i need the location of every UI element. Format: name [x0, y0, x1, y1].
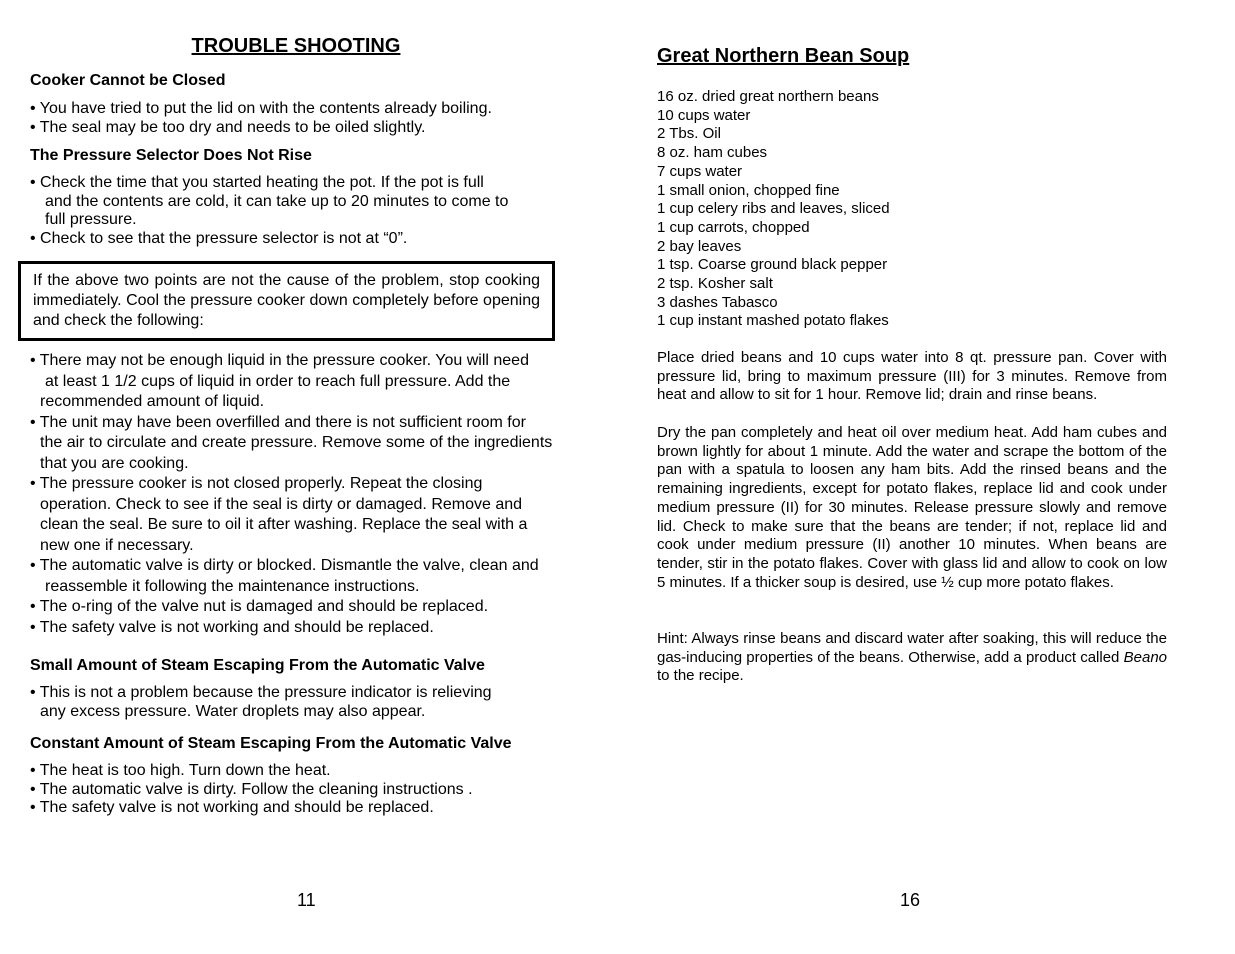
list-item-line: reassemble it following the maintenance instructions. [45, 577, 420, 595]
list-item: • Check to see that the pressure selector is not at “0”. [30, 230, 408, 248]
list-item-line: • The automatic valve is dirty or blocked. Dismantle the valve, clean and [30, 557, 539, 574]
list-item-line: at least 1 1/2 cups of liquid in order to reach full pressure. Add the [45, 372, 511, 390]
ingredient-item: 1 tsp. Coarse ground black pepper [657, 256, 888, 274]
section-heading-cooker-cannot-close: Cooker Cannot be Closed [30, 72, 226, 89]
list-item: • The seal may be too dry and needs to be oiled slightly. [30, 118, 426, 136]
list-item-line: • The pressure cooker is not closed properly. Repeat the closing [30, 475, 483, 492]
ingredient-item: 7 cups water [657, 162, 743, 180]
list-item [30, 351, 552, 413]
ingredient-item: 1 small onion, chopped fine [657, 181, 840, 199]
list-item: • The automatic valve is dirty. Follow the cleaning instructions . [30, 780, 473, 798]
hint-product-name: Beano [1123, 648, 1167, 666]
list-item-line: operation. Check to see if the seal is dirty or damaged. Remove and [40, 495, 523, 513]
section4-list [30, 762, 473, 818]
ingredient-item: 2 tsp. Kosher salt [657, 275, 773, 293]
hint-end-text: to the recipe. [657, 667, 744, 685]
list-item-line: the air to circulate and create pressure. Remove some of the ingredients [40, 434, 553, 451]
instructions-paragraph-1: Place dried beans and 10 cups water into 8 qt. pressure pan. Cover with pressure lid, bring to maximum pressure (III) for 3 minutes. Remove from heat and allow to sit for 1 hour. Remove lid; drain and rinse beans. [657, 349, 1167, 404]
section3-list [30, 684, 492, 721]
section-heading-constant-steam: Constant Amount of Steam Escaping From the Automatic Valve [30, 735, 512, 752]
ingredient-item: 16 oz. dried great northern beans [657, 88, 879, 105]
ingredients-list [657, 88, 890, 331]
trouble-shooting-title: TROUBLE SHOOTING [191, 35, 401, 57]
ingredient-item: 1 cup celery ribs and leaves, sliced [657, 200, 890, 218]
list-item: • You have tried to put the lid on with the contents already boiling. [30, 100, 492, 117]
list-item-line: • This is not a problem because the pressure indicator is relieving [30, 684, 492, 701]
recipe-title: Great Northern Bean Soup [657, 45, 910, 67]
ingredient-item: 1 cup carrots, chopped [657, 218, 810, 236]
list-item: • The safety valve is not working and should be replaced. [30, 799, 434, 817]
list-item [30, 413, 552, 475]
list-item [30, 556, 552, 597]
ingredient-item: 2 Tbs. Oil [657, 125, 721, 143]
section2-list [30, 174, 508, 249]
ingredient-item: 1 cup instant mashed potato flakes [657, 312, 889, 330]
list-item-line: clean the seal. Be sure to oil it after washing. Replace the seal with a [40, 516, 528, 533]
checks-list [30, 351, 552, 638]
list-item: • The o-ring of the valve nut is damaged and should be replaced. [30, 598, 489, 615]
warning-callout-box: If the above two points are not the cause of the problem, stop cooking immediately. Cool the pressure cooker down completely before opening and check the following: [18, 261, 555, 341]
list-item-line: recommended amount of liquid. [40, 393, 265, 410]
ingredient-item: 3 dashes Tabasco [657, 293, 778, 311]
hint-text: Hint: Always rinse beans and discard water after soaking, this will reduce the gas-inducing properties of the beans. Otherwise, add a product called [657, 630, 1167, 666]
list-item-line: • The unit may have been overfilled and there is not sufficient room for [30, 413, 526, 431]
list-item-line: full pressure. [45, 211, 137, 229]
list-item-line: • There may not be enough liquid in the pressure cooker. You will need [30, 352, 529, 369]
hint-paragraph [657, 630, 1167, 686]
ingredient-item: 2 bay leaves [657, 237, 742, 255]
list-item-line: new one if necessary. [40, 536, 194, 554]
list-item [30, 474, 552, 556]
list-item-line: • Check the time that you started heating the pot. If the pot is full [30, 174, 484, 191]
list-item: • The safety valve is not working and should be replaced. [30, 618, 434, 636]
section-heading-pressure-selector: The Pressure Selector Does Not Rise [30, 147, 312, 164]
ingredient-item: 10 cups water [657, 106, 751, 124]
page-number: 11 [297, 890, 316, 910]
list-item-line: and the contents are cold, it can take up to 20 minutes to come to [45, 192, 509, 210]
section1-list [30, 100, 492, 137]
list-item-line: any excess pressure. Water droplets may also appear. [40, 702, 426, 720]
list-item [30, 684, 492, 721]
left-page [30, 0, 590, 954]
ingredient-item: 8 oz. ham cubes [657, 144, 768, 162]
list-item-line: that you are cooking. [40, 454, 189, 472]
instructions-paragraph-2: Dry the pan completely and heat oil over medium heat. Add ham cubes and brown lightly for about 1 minute. Add the water and scrape the bottom of the pan with a spatula to loosen any ham bits. Add the rinsed beans and the remaining ingredients, except for potato flakes, replace lid and cook under medium pressure (II) for 30 minutes. Release pressure slowly and remove lid. Check to make sure that the beans are tender; if not, replace lid and cook under medium pressure (II) another 10 minutes. When beans are tender, stir in the potato flakes. Cover with glass lid and allow to cook on low 5 minutes. If a thicker soup is desired, use ½ cup more potato flakes. [657, 424, 1167, 591]
right-page [657, 0, 1167, 954]
list-item: • The heat is too high. Turn down the heat. [30, 762, 331, 779]
section-heading-small-steam: Small Amount of Steam Escaping From the Automatic Valve [30, 657, 485, 674]
page-number: 16 [900, 890, 921, 910]
list-item [30, 174, 508, 230]
